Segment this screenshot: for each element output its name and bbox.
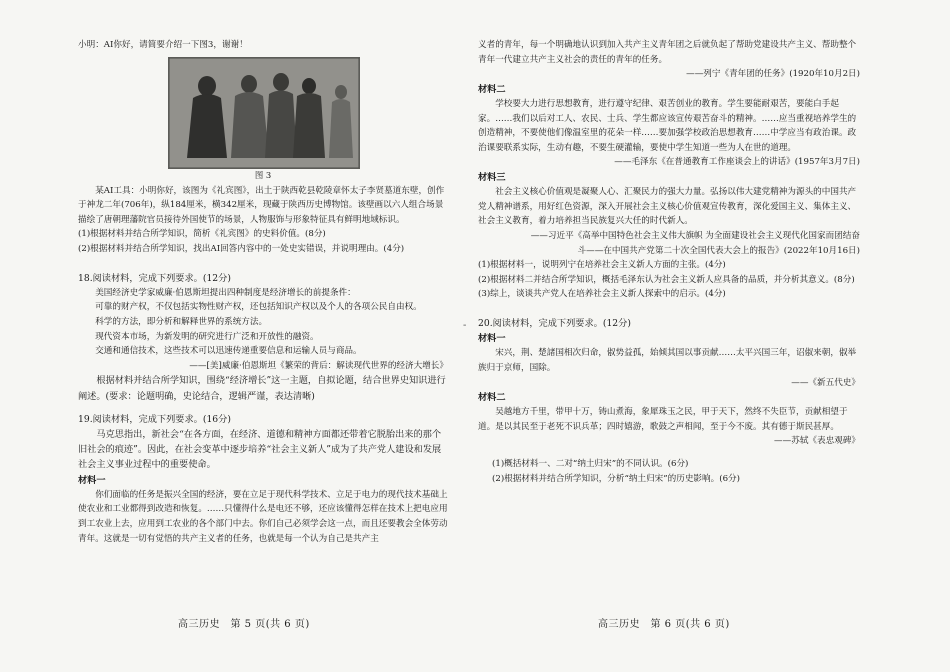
q18-line: 可靠的财产权，不仅包括实物性财产权，还包括知识产权以及个人的各项公民自由权。	[95, 302, 422, 313]
page-5-column	[78, 38, 448, 546]
q19-material2-label: 材料二	[478, 83, 506, 95]
q18-source: ——[美]威廉·伯恩斯坦《繁荣的背后：解读现代世界的经济大增长》	[189, 360, 448, 371]
q18-line: 美国经济史学家威廉·伯恩斯坦提出四种制度是经济增长的前提条件：	[95, 287, 356, 298]
q17-part1: (1)根据材料并结合所学知识，简析《礼宾图》的史料价值。(8分)	[78, 229, 326, 240]
q20-material2-text: 吴越地方千里，带甲十万，铸山煮海，象犀珠玉之民，甲于天下，然终不失臣节，贡献相望于道。是以其民至于老死不识兵革；四时嬉游，歌鼓之声相闻，至于今不废。其有德于斯民甚厚。	[478, 407, 848, 432]
q19-material3-label: 材料三	[478, 171, 506, 183]
q20-material1-text: 宋兴，荆、楚諸国相次归命，俶势益孤，始倾其国以事贡献……太平兴国三年，诏俶来朝，俶举族归于京师，国除。	[478, 348, 857, 373]
page-6-column	[478, 38, 860, 486]
q18-requirement: 根据材料并结合所学知识，围绕“经济增长”这一主题，自拟论题，结合世界史知识进行阐述。(要求：论题明确，史论结合，逻辑严谨，表达清晰)	[78, 375, 446, 402]
q19-material2-source: ——毛泽东《在普通教育工作座谈会上的讲话》(1957年3月7日)	[614, 157, 860, 168]
q19-material1-source: ——列宁《青年团的任务》(1920年10月2日)	[686, 69, 860, 80]
q19-material1-continued: 义者的青年，每一个明确地认识到加入共产主义青年团之后就负起了帮助党建设共产主义、帮助整个青年一代建立共产主义社会的责任的青年的任务。	[478, 40, 857, 65]
center-margin-mark: -	[463, 320, 467, 331]
dialogue-intro: 小明：AI你好，请简要介绍一下图3，谢谢！	[78, 40, 248, 50]
q18-title: 18.阅读材料，完成下列要求。(12分)	[78, 272, 231, 284]
q20-material2-source: ——苏轼《表忠观碑》	[774, 436, 860, 447]
q19-intro: 马克思指出，新社会“在各方面，在经济、道德和精神方面都还带着它脱胎出来的那个旧社会的痕迹”。因此，在社会变革中逐步培养“社会主义新人”成为了共产党人建设和发展社会主义事业过程中的重要使命。	[78, 428, 442, 471]
figure-3-image	[168, 57, 360, 169]
q18-line: 科学的方法，即分析和解释世界的系统方法。	[95, 316, 268, 327]
q18-material	[78, 286, 448, 359]
q19-part1: (1)根据材料一，说明列宁在培养社会主义新人方面的主张。(4分)	[478, 260, 726, 271]
q19-material3-source-line2: 斗——在中国共产党第二十次全国代表大会上的报告》(2022年10月16日)	[577, 245, 860, 256]
page-5-footer: 高三历史 第 5 页(共 6 页)	[178, 619, 310, 630]
q19-material3-source-line1: ——习近平《高举中国特色社会主义伟大旗帜 为全面建设社会主义现代化国家而团结奋	[530, 230, 860, 241]
page-6-footer: 高三历史 第 6 页(共 6 页)	[598, 619, 730, 630]
q19-material2-text: 学校要大力进行思想教育，进行遵守纪律、艰苦创业的教育。学生要能耐艰苦，要能白手起家。……我们以后对工人、农民、士兵、学生都应该宣传艰苦奋斗的精神。……应当重视培养学生的创造精神，不要使他们像温室里的花朵一样……要加强学校政治思想教育……中学应当有政治课。政治课要联系实际，生动有趣，不要生硬灌输，要使中学生知道一些为人在世的道理。	[478, 98, 857, 153]
q19-material1-text: 你们面临的任务是振兴全国的经济，要在立足于现代科学技术、立足于电力的现代技术基础上使农业和工业都得到改造和恢复。……只懂得什么是电还不够，还应该懂得怎样在技术上把电应用到工农业上去，应用到工农业的各个部门中去。你们自己必须学会这一点，而且还要教会全体劳动青年。这就是一切有觉悟的共产主义者的任务，也就是每一个认为自己是共产主	[78, 489, 448, 544]
mural-illustration	[169, 58, 359, 168]
q20-material2-label: 材料二	[478, 392, 506, 404]
q18-line: 现代资本市场，为新发明的研究进行广泛和开放性的融资。	[95, 331, 319, 342]
q20-material1-source: ——《新五代史》	[791, 377, 860, 388]
figure-3-caption: 图 3	[254, 169, 272, 180]
q19-material1-label: 材料一	[78, 474, 106, 486]
q19-part2: (2)根据材料二并结合所学知识，概括毛泽东认为社会主义新人应具备的品质，并分析其意义。(8分)	[478, 274, 855, 285]
q20-material1-label: 材料一	[478, 333, 506, 345]
q20-part2: (2)根据材料并结合所学知识，分析“纳土归宋”的历史影响。(6分)	[492, 473, 740, 484]
ai-answer-paragraph: 某AI工具：小明你好，该图为《礼宾图》，出土于陕西乾县乾陵章怀太子李贤墓道东壁，创作于神龙二年(706年)，纵184厘米，横342厘米，现藏于陕西历史博物馆。该壁画以六人组合场景描绘了唐朝理藩院官员接待外国使节的场景，人物服饰与形象特征具有鲜明地域标识。	[78, 185, 445, 225]
q19-part3: (3)综上，谈谈共产党人在培养社会主义新人探索中的启示。(4分)	[478, 289, 726, 300]
q19-title: 19.阅读材料，完成下列要求。(16分)	[78, 413, 231, 425]
q20-part1: (1)概括材料一、二对“纳土归宋”的不同认识。(6分)	[492, 459, 689, 470]
q17-part2: (2)根据材料并结合所学知识，找出AI回答内容中的一处史实错误，并说明理由。(4分)	[78, 243, 405, 254]
q20-title: 20.阅读材料，完成下列要求。(12分)	[478, 317, 631, 329]
q18-line: 交通和通信技术，这些技术可以迅速传递重要信息和运输人员与商品。	[95, 346, 362, 357]
q19-material3-text: 社会主义核心价值观是凝聚人心、汇聚民力的强大力量。弘扬以伟大建党精神为源头的中国共产党人精神谱系，用好红色资源，深入开展社会主义核心价值观宣传教育，深化爱国主义、集体主义、社会主义教育，着力培养担当民族复兴大任的时代新人。	[478, 187, 857, 227]
